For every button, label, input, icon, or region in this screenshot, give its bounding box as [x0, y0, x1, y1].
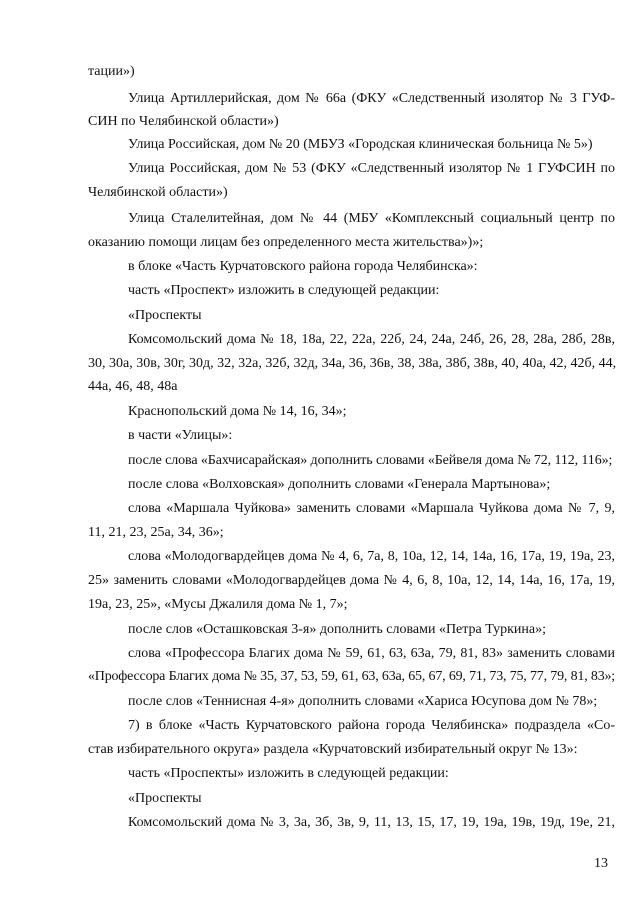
text-line: слова «Маршала Чуйкова» заменить словами «Маршала Чуйкова дома № 7, 9, [128, 501, 615, 516]
text-line: «Проспекты [128, 791, 202, 806]
text-line: после слова «Бахчисарайская» дополнить словами «Бейвеля дома № 72, 112, 116»; [128, 453, 613, 468]
text-line: Челябинской области») [88, 185, 228, 200]
text-line: тации») [88, 64, 135, 79]
text-line: «Профессора Благих дома № 35, 37, 53, 59, 61, 63, 63а, 65, 67, 69, 71, 73, 75, 77, 79, 81, 83»; [88, 669, 615, 684]
text-line: 44а, 46, 48, 48а [88, 379, 178, 394]
text-line: 7) в блоке «Часть Курчатовского района города Челябинска» подраздела «Со- [128, 718, 615, 733]
text-line: часть «Проспект» изложить в следующей редакции: [128, 283, 440, 298]
text-line: Улица Российская, дом № 20 (МБУЗ «Городская клиническая больница № 5») [128, 137, 593, 152]
text-line: 25» заменить словами «Молодогвардейцев дома № 4, 6, 8, 10а, 12, 14, 14а, 16, 17а, 19, [88, 573, 615, 588]
text-line: часть «Проспекты» изложить в следующей редакции: [128, 766, 449, 781]
text-line: Улица Сталелитейная, дом № 44 (МБУ «Комплексный социальный центр по [128, 211, 615, 226]
text-line: Комсомольский дома № 3, 3а, 3б, 3в, 9, 11, 13, 15, 17, 19, 19а, 19в, 19д, 19е, 21, [128, 815, 615, 830]
text-line: Улица Российская, дом № 53 (ФКУ «Следственный изолятор № 1 ГУФСИН по [128, 161, 615, 176]
text-line: 30, 30а, 30в, 30г, 30д, 32, 32а, 32б, 32д, 34а, 36, 36в, 38, 38а, 38б, 38в, 40, 40а, 42, 42б, 44, [88, 356, 617, 371]
text-line: став избирательного округа» раздела «Курчатовский избирательный округ № 13»: [88, 742, 578, 757]
text-line: слова «Молодогвардейцев дома № 4, 6, 7а, 8, 10а, 12, 14, 14а, 16, 17а, 19, 19а, 23, [128, 549, 615, 564]
text-line: слова «Профессора Благих дома № 59, 61, 63, 63а, 79, 81, 83» заменить словами [128, 646, 615, 661]
text-line: 19а, 23, 25», «Мусы Джалиля дома № 1, 7»; [88, 597, 348, 612]
text-line: Краснопольский дома № 14, 16, 34»; [128, 404, 347, 419]
text-line: оказанию помощи лицам без определенного места жительства»)»; [88, 235, 484, 250]
text-line: после слов «Теннисная 4-я» дополнить словами «Хариса Юсупова дом № 78»; [128, 694, 598, 709]
text-line: в блоке «Часть Курчатовского района города Челябинска»: [128, 259, 478, 274]
page-number: 13 [594, 856, 608, 871]
text-line: Комсомольский дома № 18, 18а, 22, 22а, 22б, 24, 24а, 24б, 26, 28, 28а, 28б, 28в, [128, 332, 615, 347]
text-line: СИН по Челябинской области») [88, 114, 279, 129]
text-line: после слова «Волховская» дополнить словами «Генерала Мартынова»; [128, 477, 551, 492]
text-line: после слов «Осташковская 3-я» дополнить словами «Петра Туркина»; [128, 622, 547, 637]
text-line: 11, 21, 23, 25а, 34, 36»; [88, 525, 224, 540]
text-line: в части «Улицы»: [128, 428, 233, 443]
text-line: «Проспекты [128, 308, 202, 323]
text-line: Улица Артиллерийская, дом № 66а (ФКУ «Следственный изолятор № 3 ГУФ- [128, 91, 615, 106]
